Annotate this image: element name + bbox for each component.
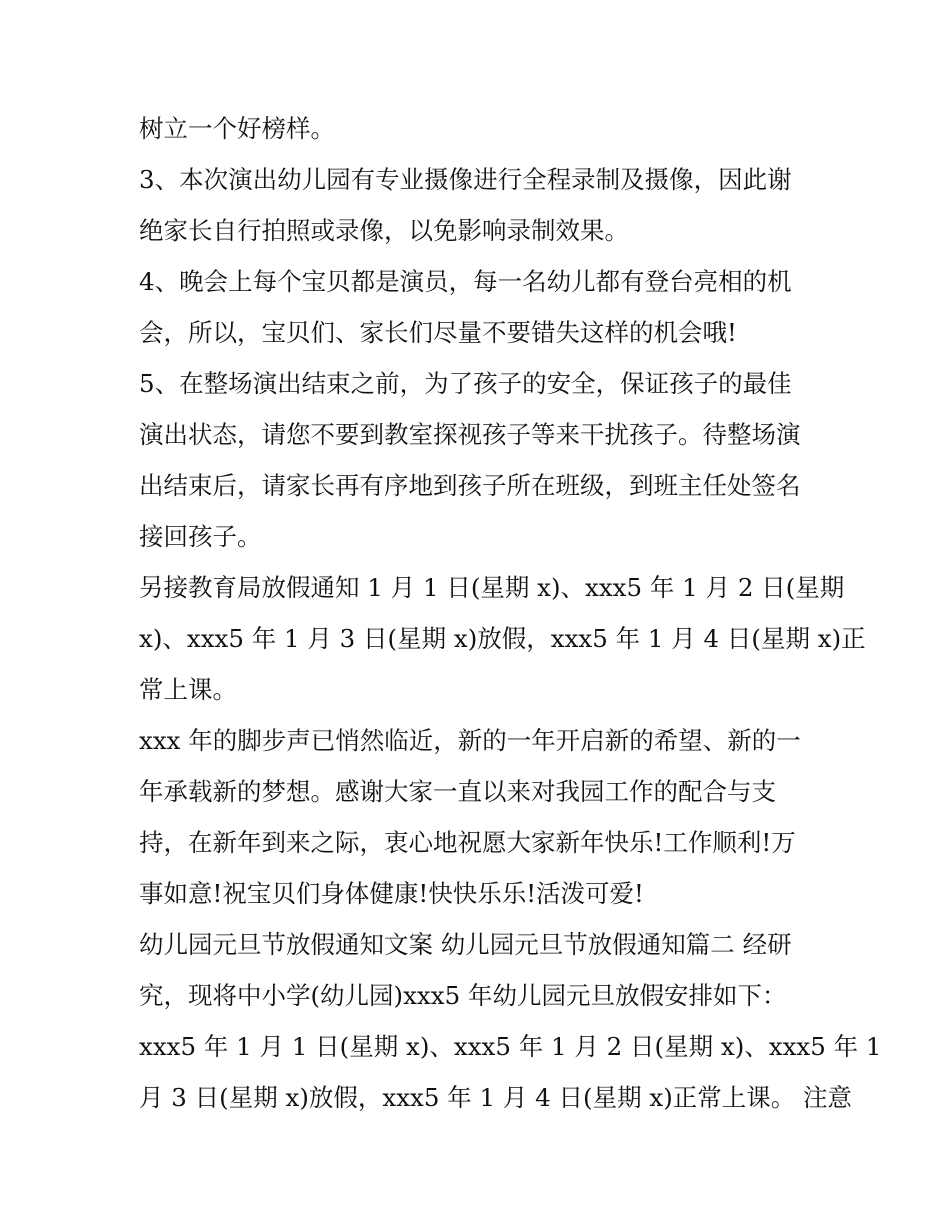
text-line: 4、晚会上每个宝贝都是演员，每一名幼儿都有登台亮相的机 — [139, 267, 792, 296]
text-line: xxx 年的脚步声已悄然临近，新的一年开启新的希望、新的一 — [139, 726, 801, 755]
text-line: 持，在新年到来之际，衷心地祝愿大家新年快乐!工作顺利!万 — [139, 828, 796, 857]
document-body — [139, 103, 882, 1123]
text-line: 月 3 日(星期 x)放假，xxx5 年 1 月 4 日(星期 x)正常上课。 注意 — [139, 1083, 853, 1112]
text-line: xxx5 年 1 月 1 日(星期 x)、xxx5 年 1 月 2 日(星期 x)、xxx5 年 1 — [139, 1032, 882, 1061]
text-line: 3、本次演出幼儿园有专业摄像进行全程录制及摄像，因此谢 — [139, 165, 792, 194]
text-line: 出结束后，请家长再有序地到孩子所在班级，到班主任处签名 — [139, 471, 801, 500]
text-line: 常上课。 — [139, 675, 237, 704]
text-line: 绝家长自行拍照或录像，以免影响录制效果。 — [139, 216, 629, 245]
text-line: 接回孩子。 — [139, 522, 262, 551]
text-line: 年承载新的梦想。感谢大家一直以来对我园工作的配合与支 — [139, 777, 776, 806]
text-line: x)、xxx5 年 1 月 3 日(星期 x)放假，xxx5 年 1 月 4 日(星期 x)正 — [139, 624, 866, 653]
text-line: 幼儿园元旦节放假通知文案 幼儿园元旦节放假通知篇二 经研 — [139, 930, 792, 959]
text-line: 5、在整场演出结束之前，为了孩子的安全，保证孩子的最佳 — [139, 369, 792, 398]
text-line: 树立一个好榜样。 — [139, 114, 335, 143]
text-line: 事如意!祝宝贝们身体健康!快快乐乐!活泼可爱! — [139, 879, 644, 908]
text-line: 另接教育局放假通知 1 月 1 日(星期 x)、xxx5 年 1 月 2 日(星期 — [139, 573, 845, 602]
text-line: 究，现将中小学(幼儿园)xxx5 年幼儿园元旦放假安排如下： — [139, 981, 787, 1010]
text-line: 演出状态，请您不要到教室探视孩子等来干扰孩子。待整场演 — [139, 420, 801, 449]
text-line: 会，所以，宝贝们、家长们尽量不要错失这样的机会哦! — [139, 318, 737, 347]
